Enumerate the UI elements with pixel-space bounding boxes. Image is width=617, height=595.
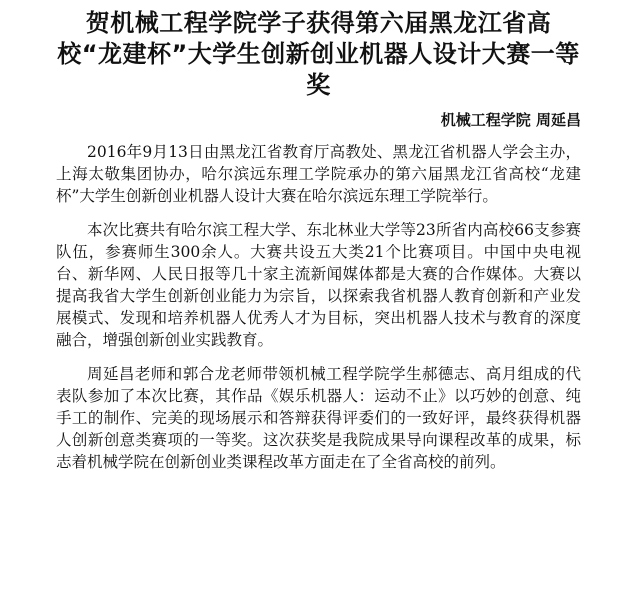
article-title: 贺机械工程学院学子获得第六届黑龙江省高校“龙建杯”大学生创新创业机器人设计大赛一等奖 xyxy=(57,9,580,99)
article-paragraph-3: 周延昌老师和郭合龙老师带领机械工程学院学生郝德志、高月组成的代表队参加了本次比赛，其作品《娱乐机器人：运动不止》以巧妙的创意、纯手工的制作、完美的现场展示和答辩获得评委们的一致好评，最终获得机器人创新创意类赛项的一等奖。这次获奖是我院成果导向课程改革的成果，标志着机械学院在创新创业类课程改革方面走在了全省高校的前列。 xyxy=(56,365,581,471)
article-paragraph-2: 本次比赛共有哈尔滨工程大学、东北林业大学等23所省内高校66支参赛队伍，参赛师生300余人。大赛共设五大类21个比赛项目。中国中央电视台、新华网、人民日报等几十家主流新闻媒体都是大赛的合作媒体。大赛以提高我省大学生创新创业能力为宗旨，以探索我省机器人教育创新和产业发展模式、发现和培养机器人优秀人才为目标，突出机器人技术与教育的深度融合，增强创新创业实践教育。 xyxy=(56,221,581,349)
article-paragraph-1: 2016年9月13日由黑龙江省教育厅高教处、黑龙江省机器人学会主办，上海太敬集团协办，哈尔滨远东理工学院承办的第六届黑龙江省高校“龙建杯”大学生创新创业机器人设计大赛在哈尔滨远东理工学院举行。 xyxy=(56,143,581,205)
article-byline: 机械工程学院 周延昌 xyxy=(440,111,581,129)
